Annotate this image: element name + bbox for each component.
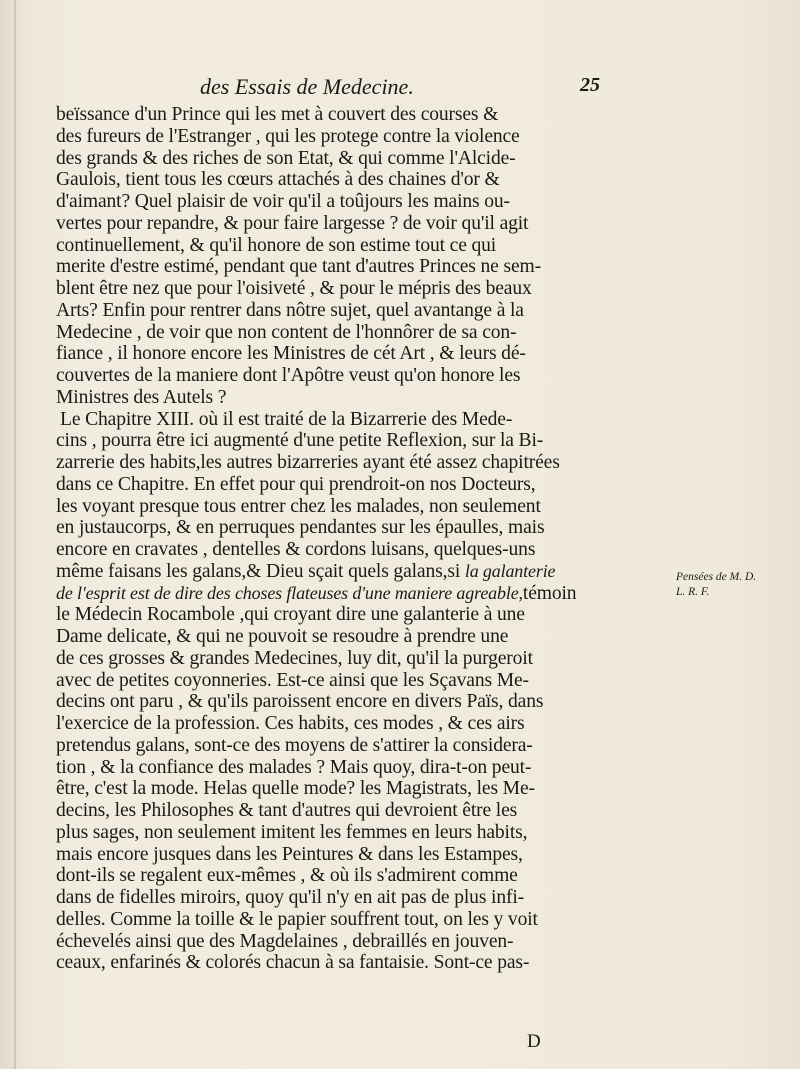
text-line [56,604,601,626]
italic-phrase: la galanterie [464,560,556,581]
text-line [56,169,601,191]
text-line [56,191,601,213]
line-text: Le Chapitre XIII. où il est traité de la Bizarrerie des Mede- [60,408,513,430]
line-text: zarrerie des habits,les autres bizarreries ayant été assez chapitrées [56,452,560,473]
signature-mark: D [527,1031,541,1052]
text-line [56,931,601,953]
text-line [56,104,601,126]
text-line [56,278,601,300]
text-line [56,778,601,800]
margin-note-line: Pensées de M. D. [676,571,757,583]
line-text: dans de fidelles miroirs, quoy qu'il n'y en ait pas de plus infi- [56,887,525,908]
line-text: decins ont paru , & qu'ils paroissent encore en divers Païs, dans [56,691,544,713]
running-title: des Essais de Medecine. [200,74,414,99]
margin-note [676,570,796,600]
line-text: encore en cravates , dentelles & cordons luisans, quelques-uns [56,539,536,560]
line-text: blent être nez que pour l'oisiveté , & pour le mépris des beaux [56,278,532,299]
line-text: des grands & des riches de son Etat, & qui comme l'Alcide- [56,147,516,169]
text-line [56,800,601,822]
text-line [56,474,601,496]
line-text: couvertes de la maniere dont l'Apôtre veust qu'on honore les [56,365,521,386]
text-line [56,256,601,278]
line-text: merite d'estre estimé, pendant que tant d'autres Princes ne sem- [56,256,541,278]
text-line [56,561,601,583]
line-text: Dame delicate, & qui ne pouvoit se resoudre à prendre une [56,626,509,647]
line-text: mais encore jusques dans les Peintures & dans les Estampes, [56,843,523,865]
margin-note-line: L. R. F. [676,586,710,598]
text-line [56,713,601,735]
text-line [56,452,601,474]
line-text: le Médecin Rocambole ,qui croyant dire une galanterie à une [56,604,525,626]
line-text: delles. Comme la toille & le papier souffrent tout, on les y voit [56,908,538,930]
line-text: même faisans les galans,& Dieu sçait quels galans,si [56,560,461,582]
text-line [56,735,601,757]
line-text: être, c'est la mode. Helas quelle mode? les Magistrats, les Me- [56,778,535,800]
page-number: 25 [580,74,600,96]
text-line [56,235,601,257]
line-text: cins , pourra être ici augmenté d'une petite Reflexion, sur la Bi- [56,430,544,452]
line-text: ceaux, enfarinés & colorés chacun à sa fantaisie. Sont-ce pas- [56,952,530,974]
text-line [56,148,601,170]
line-text: l'exercice de la profession. Ces habits, ces modes , & ces airs [56,713,525,734]
text-line [56,430,601,452]
line-text: fiance , il honore encore les Ministres de cét Art , & leurs dé- [56,343,526,365]
text-line [56,887,601,909]
text-line [56,691,601,713]
text-line [56,757,601,779]
text-line [56,213,601,235]
line-text: plus sages, non seulement imitent les femmes en leurs habits, [56,821,528,843]
text-line [56,909,601,931]
line-text: des fureurs de l'Estranger , qui les protege contre la violence [56,125,520,147]
line-text: dont-ils se regalent eux-mêmes , & où ils s'admirent comme [56,865,518,887]
line-text: decins, les Philosophes & tant d'autres qui devroient être les [56,800,518,821]
line-text: vertes pour repandre, & pour faire largesse ? de voir qu'il agit [56,212,529,234]
text-line [56,300,601,322]
line-text: témoin [522,582,577,604]
line-text: Gaulois, tient tous les cœurs attachés à des chaines d'or & [56,169,500,191]
binding-gutter [14,0,16,1069]
text-line [56,343,601,365]
body-text [56,104,601,974]
text-line [56,844,601,866]
text-line [56,517,601,539]
line-text: Ministres des Autels ? [56,386,227,408]
text-line [56,626,601,648]
line-text: de ces grosses & grandes Medecines, luy dit, qu'il la purgeroit [56,647,533,669]
text-line [56,670,601,692]
line-text: continuellement, & qu'il honore de son estime tout ce qui [56,234,497,256]
line-text: Medecine , de voir que non content de l'honnôrer de sa con- [56,321,517,343]
line-text: pretendus galans, sont-ce des moyens de s'attirer la considera- [56,734,533,756]
text-line [56,126,601,148]
line-text: dans ce Chapitre. En effet pour qui prendroit-on nos Docteurs, [56,473,536,495]
italic-phrase: de l'esprit est de dire des choses flateuses d'une maniere agreable, [56,582,523,603]
text-line [56,409,601,431]
line-text: avec de petites coyonneries. Est-ce ainsi que les Sçavans Me- [56,669,529,691]
line-text: tion , & la confiance des malades ? Mais quoy, dira-t-on peut- [56,756,532,778]
text-line [56,583,601,605]
text-line [56,952,601,974]
text-line [56,496,601,518]
text-line [56,322,601,344]
line-text: les voyant presque tous entrer chez les malades, non seulement [56,495,541,517]
text-line [56,365,601,387]
line-text: beïssance d'un Prince qui les met à couvert des courses & [56,104,499,125]
line-text: échevelés ainsi que des Magdelaines , debraillés en jouven- [56,930,514,952]
line-text: en justaucorps, & en perruques pendantes sur les épaulles, mais [56,517,545,539]
text-line [56,822,601,844]
text-line [56,865,601,887]
text-line [56,648,601,670]
text-line [56,387,601,409]
line-text: Arts? Enfin pour rentrer dans nôtre sujet, quel avantange à la [56,299,524,321]
page-header [200,74,600,102]
text-line [56,539,601,561]
line-text: d'aimant? Quel plaisir de voir qu'il a toûjours les mains ou- [56,191,510,212]
